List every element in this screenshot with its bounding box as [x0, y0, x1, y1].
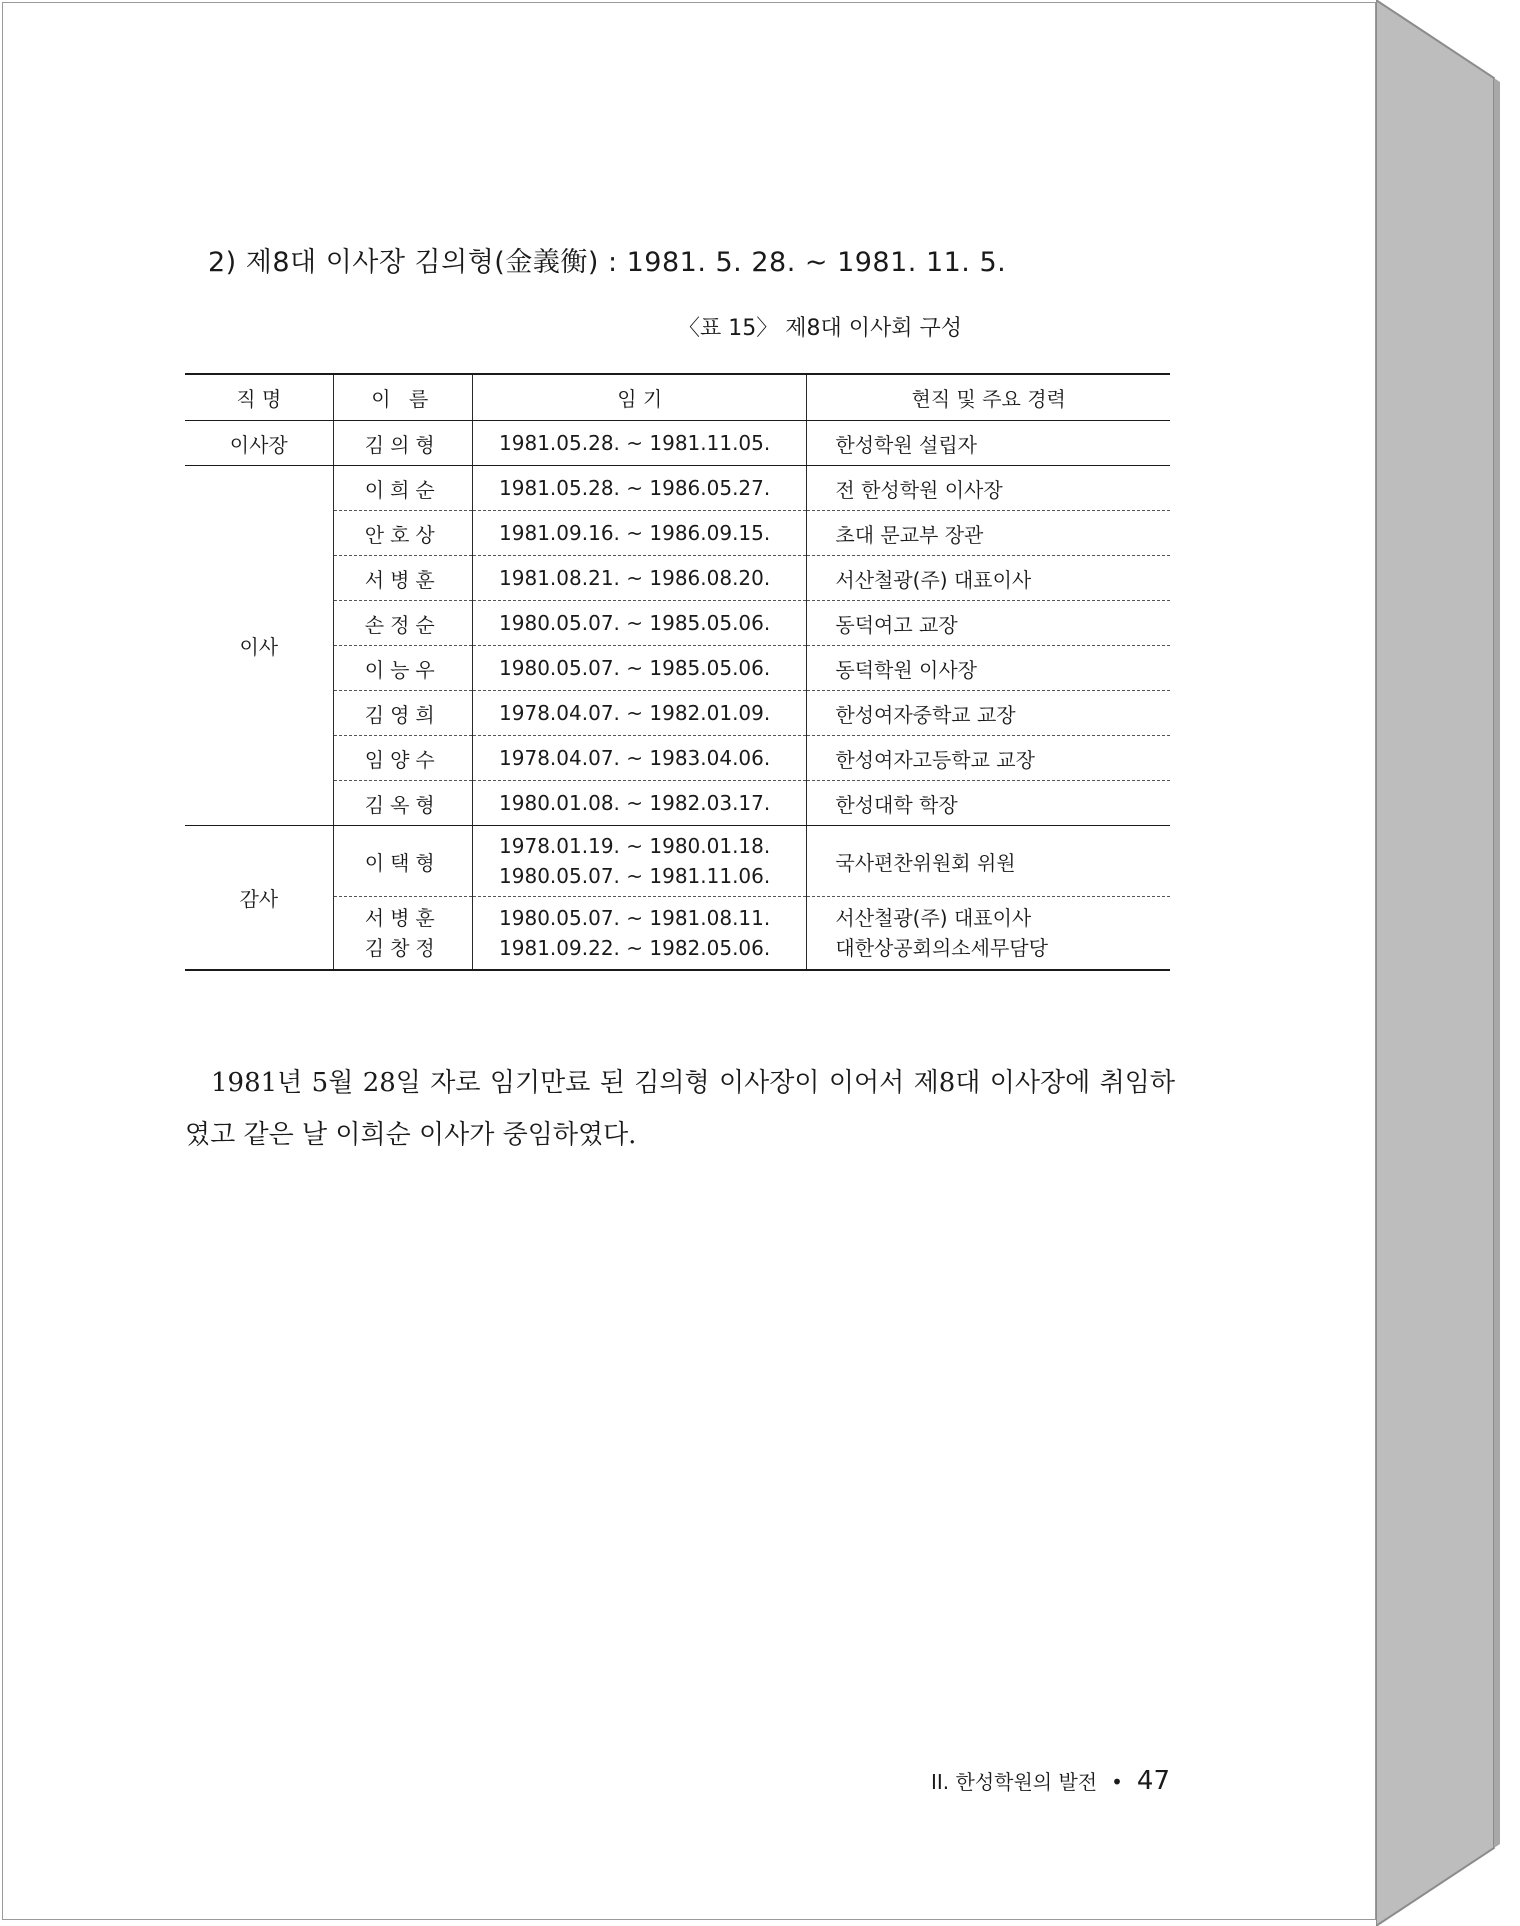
chair-term: 1981.05.28. ~ 1981.11.05.	[473, 421, 807, 466]
director-term: 1981.09.16. ~ 1986.09.15.	[473, 511, 807, 556]
director-term: 1980.05.07. ~ 1985.05.06.	[473, 601, 807, 646]
footer-bullet: •	[1111, 1770, 1123, 1794]
page-number: 47	[1136, 1766, 1170, 1796]
director-career: 동덕학원 이사장	[807, 646, 1170, 691]
director-term: 1980.01.08. ~ 1982.03.17.	[473, 781, 807, 826]
table-row	[185, 601, 1170, 646]
chair-name: 김의형	[333, 421, 473, 466]
chair-career: 한성학원 설립자	[807, 421, 1170, 466]
director-term: 1978.04.07. ~ 1983.04.06.	[473, 736, 807, 781]
director-term: 1981.05.28. ~ 1986.05.27.	[473, 466, 807, 511]
director-name: 김영희	[333, 691, 473, 736]
auditor-term: 1980.05.07. ~ 1981.08.11.	[499, 906, 771, 930]
director-name: 안호상	[333, 511, 473, 556]
director-name: 이희순	[333, 466, 473, 511]
director-career: 서산철광(주) 대표이사	[807, 556, 1170, 601]
director-name: 이능우	[333, 646, 473, 691]
auditor-name: 서병훈	[364, 906, 441, 930]
page-footer	[931, 1766, 1170, 1796]
table-row	[185, 646, 1170, 691]
director-term: 1981.08.21. ~ 1986.08.20.	[473, 556, 807, 601]
auditor-careers	[807, 897, 1170, 971]
table-row	[185, 826, 1170, 897]
director-name: 김옥형	[333, 781, 473, 826]
director-name: 서병훈	[333, 556, 473, 601]
director-career: 한성여자중학교 교장	[807, 691, 1170, 736]
table-caption-text: 〈표 15〉 제8대 이사회 구성	[678, 316, 962, 341]
directors-position: 이사	[185, 466, 333, 826]
auditor-terms	[473, 826, 807, 897]
table-row	[185, 691, 1170, 736]
board-table	[185, 373, 1170, 971]
director-career: 한성대학 학장	[807, 781, 1170, 826]
director-term: 1980.05.07. ~ 1985.05.06.	[473, 646, 807, 691]
auditor-term: 1981.09.22. ~ 1982.05.06.	[499, 936, 771, 960]
header-career: 현직 및 주요 경력	[807, 374, 1170, 421]
table-row	[185, 511, 1170, 556]
director-name: 임양수	[333, 736, 473, 781]
auditor-terms	[473, 897, 807, 971]
director-career: 전 한성학원 이사장	[807, 466, 1170, 511]
page-edge-shadow	[1376, 0, 1516, 1926]
table-row	[185, 421, 1170, 466]
footer-chapter: II. 한성학원의 발전	[931, 1770, 1098, 1794]
document-page	[2, 2, 1376, 1920]
table-row	[185, 556, 1170, 601]
body-paragraph: 1981년 5월 28일 자로 임기만료 된 김의형 이사장이 이어서 제8대 이사장에 취임하였고 같은 날 이희순 이사가 중임하였다.	[185, 1068, 1175, 1150]
table-header-row	[185, 374, 1170, 421]
director-career: 초대 문교부 장관	[807, 511, 1170, 556]
section-heading: 2) 제8대 이사장 김의형(金義衡) : 1981. 5. 28. ~ 1981. 11. 5.	[208, 247, 1007, 278]
auditors-position: 감사	[185, 826, 333, 971]
auditor-name: 이택형	[333, 826, 473, 897]
table-row	[185, 781, 1170, 826]
director-career: 한성여자고등학교 교장	[807, 736, 1170, 781]
auditor-term: 1978.01.19. ~ 1980.01.18.	[499, 834, 771, 858]
director-career: 동덕여고 교장	[807, 601, 1170, 646]
auditor-career: 국사편찬위원회 위원	[807, 826, 1170, 897]
chair-position: 이사장	[185, 421, 333, 466]
table-row	[185, 466, 1170, 511]
header-term: 임 기	[473, 374, 807, 421]
auditor-names	[333, 897, 473, 971]
table-row	[185, 897, 1170, 971]
auditor-term: 1980.05.07. ~ 1981.11.06.	[499, 864, 771, 888]
header-name: 이 름	[333, 374, 473, 421]
director-name: 손정순	[333, 601, 473, 646]
table-row	[185, 736, 1170, 781]
auditor-name: 김창정	[364, 936, 441, 960]
table-caption	[3, 311, 1377, 342]
header-position: 직 명	[185, 374, 333, 421]
auditor-career: 서산철광(주) 대표이사	[835, 906, 1032, 930]
auditor-career: 대한상공회의소세무담당	[835, 936, 1048, 960]
director-term: 1978.04.07. ~ 1982.01.09.	[473, 691, 807, 736]
